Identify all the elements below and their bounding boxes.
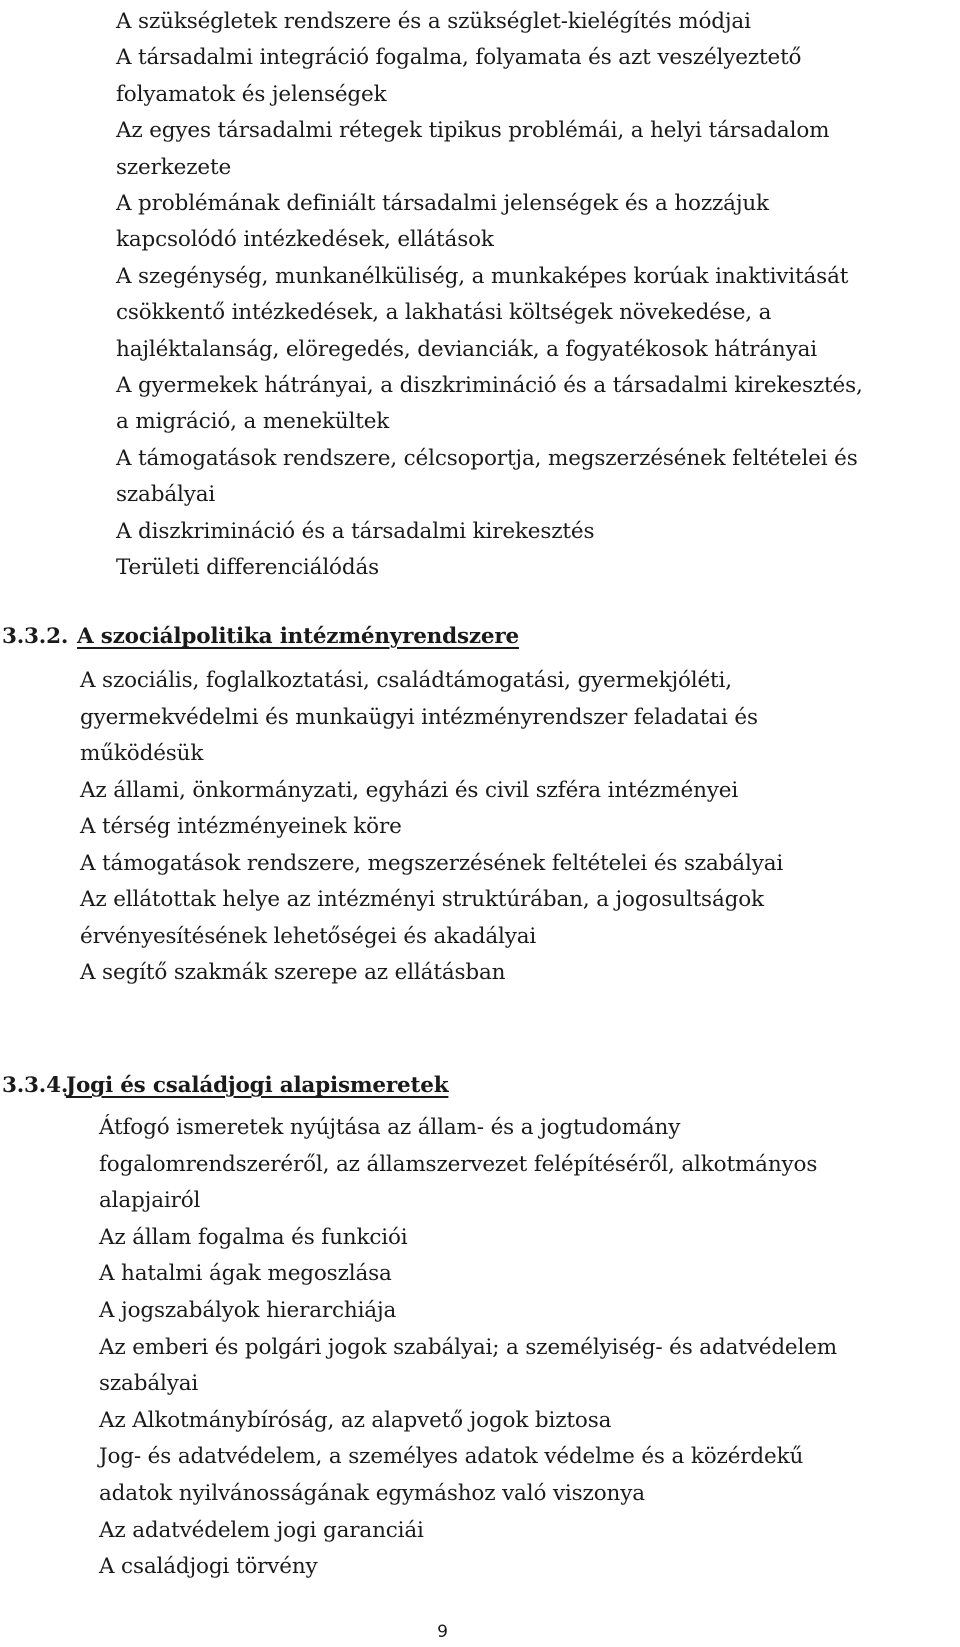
section-3-3-4-list <box>99 1110 939 1586</box>
section-number: 3.3.4. <box>2 1073 69 1098</box>
list-item: A problémának definiált társadalmi jelenségek és a hozzájuk <box>116 191 769 217</box>
list-item: kapcsolódó intézkedések, ellátások <box>116 227 494 253</box>
list-item: a migráció, a menekültek <box>116 409 390 435</box>
list-item: működésük <box>80 741 204 766</box>
list-item: szabályai <box>116 482 216 508</box>
section-3-3-2-list <box>80 663 940 992</box>
list-item: A hatalmi ágak megoszlása <box>99 1261 392 1287</box>
list-item: Az emberi és polgári jogok szabályai; a személyiség- és adatvédelem <box>99 1334 838 1360</box>
list-item: folyamatok és jelenségek <box>116 81 387 107</box>
list-item: Átfogó ismeretek nyújtása az állam- és a jogtudomány <box>99 1115 681 1140</box>
list-item: A diszkrimináció és a társadalmi kirekesztés <box>116 518 595 544</box>
list-item: A társadalmi integráció fogalma, folyamata és azt veszélyeztető <box>116 45 802 71</box>
list-item: gyermekvédelmi és munkaügyi intézményrendszer feladatai és <box>80 704 758 730</box>
list-item: fogalomrendszeréről, az államszervezet felépítéséről, alkotmányos <box>99 1151 818 1177</box>
list-item: szerkezete <box>116 154 232 180</box>
section-number: 3.3.2. <box>2 624 69 649</box>
list-item: A segítő szakmák szerepe az ellátásban <box>80 960 506 985</box>
list-item: A gyermekek hátrányai, a diszkrimináció és a társadalmi kirekesztés, <box>116 373 863 399</box>
list-item: Az ellátottak helye az intézményi struktúrában, a jogosultságok <box>80 887 764 912</box>
list-item: Az egyes társadalmi rétegek tipikus problémái, a helyi társadalom <box>116 118 830 144</box>
list-item: A térség intézményeinek köre <box>80 814 402 839</box>
list-item: Az Alkotmánybíróság, az alapvető jogok biztosa <box>99 1407 612 1433</box>
list-item: Az állam fogalma és funkciói <box>99 1224 408 1250</box>
list-item: szabályai <box>99 1371 199 1397</box>
list-item: A családjogi törvény <box>99 1554 318 1580</box>
list-item: A támogatások rendszere, megszerzésének feltételei és szabályai <box>80 850 784 876</box>
section-heading-3-3-2 <box>2 624 519 649</box>
list-item: Jog- és adatvédelem, a személyes adatok védelme és a közérdekű <box>99 1444 804 1470</box>
list-item: csökkentő intézkedések, a lakhatási költségek növekedése, a <box>116 300 772 326</box>
list-item: A szociális, foglalkoztatási, családtámogatási, gyermekjóléti, <box>80 668 732 693</box>
list-item: érvényesítésének lehetőségei és akadályai <box>80 923 537 949</box>
section-title: A szociálpolitika intézményrendszere <box>77 624 519 649</box>
list-item: alapjairól <box>99 1188 201 1214</box>
list-item: A szegénység, munkanélküliség, a munkaképes korúak inaktivitását <box>116 263 849 289</box>
list-item: A támogatások rendszere, célcsoportja, megszerzésének feltételei és <box>116 445 858 471</box>
page-number: 9 <box>437 1622 448 1642</box>
section-title: Jogi és családjogi alapismeretek <box>66 1073 449 1098</box>
list-item: Az adatvédelem jogi garanciái <box>99 1517 424 1543</box>
list-item: adatok nyilvánosságának egymáshoz való viszonya <box>99 1480 645 1506</box>
list-item: A jogszabályok hierarchiája <box>99 1297 397 1323</box>
list-item: Területi differenciálódás <box>116 555 380 581</box>
list-item: A szükségletek rendszere és a szükséglet-kielégítés módjai <box>116 9 751 34</box>
list-item: Az állami, önkormányzati, egyházi és civil szféra intézményei <box>80 777 739 803</box>
topic-list-continued <box>116 4 936 587</box>
list-item: hajléktalanság, elöregedés, devianciák, a fogyatékosok hátrányai <box>116 336 818 362</box>
section-heading-3-3-4 <box>2 1073 448 1098</box>
